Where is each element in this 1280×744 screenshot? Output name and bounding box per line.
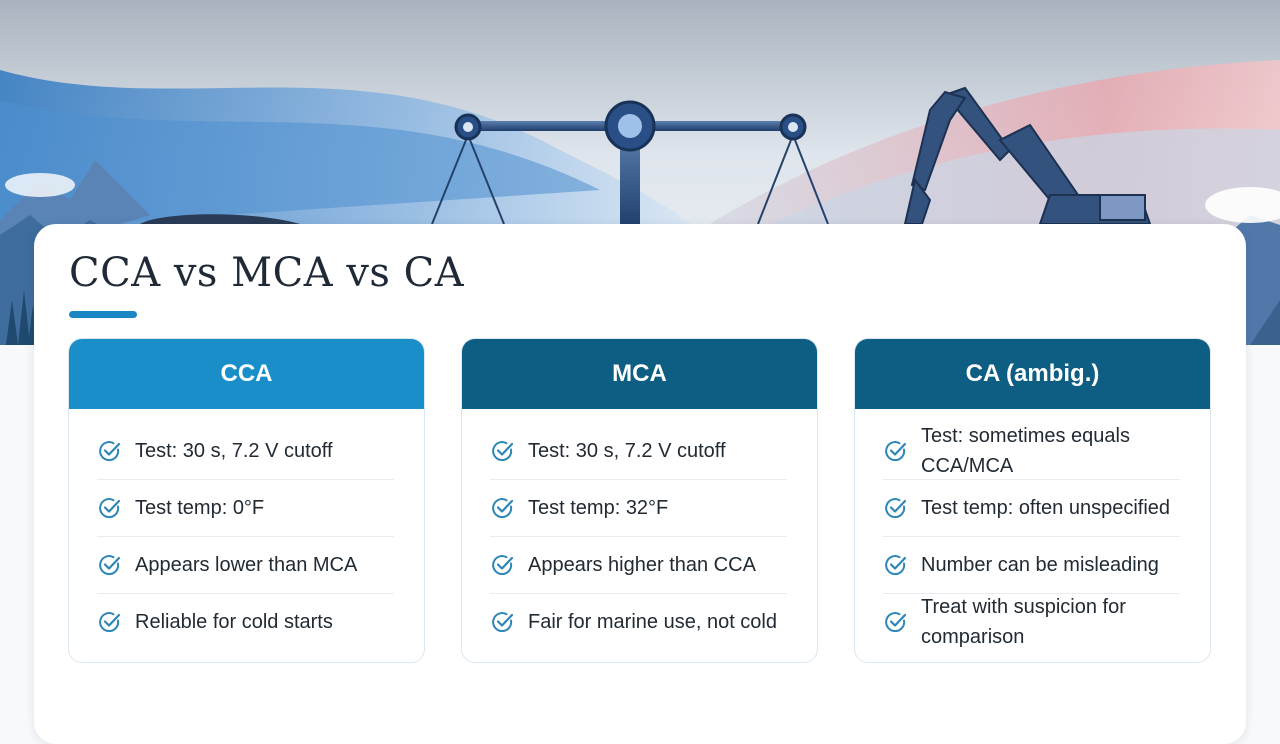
list-item	[490, 594, 787, 650]
item-text: Fair for marine use, not cold	[528, 611, 777, 633]
item-text: Test temp: 0°F	[135, 497, 265, 519]
list-item	[97, 423, 394, 480]
card-header: CCA	[69, 339, 424, 409]
list-item	[490, 537, 787, 594]
check-circle-icon	[490, 609, 516, 635]
check-circle-icon	[883, 438, 909, 464]
item-text: Appears lower than MCA	[135, 554, 358, 576]
main-panel	[34, 224, 1246, 744]
item-text: Test: 30 s, 7.2 V cutoff	[528, 440, 726, 462]
check-circle-icon	[97, 495, 123, 521]
item-text: Treat with suspicion for comparison	[921, 596, 1126, 648]
check-circle-icon	[883, 495, 909, 521]
card-list	[462, 409, 817, 650]
check-circle-icon	[883, 552, 909, 578]
list-item	[97, 537, 394, 594]
list-item	[97, 594, 394, 650]
check-circle-icon	[490, 552, 516, 578]
list-item	[883, 537, 1180, 594]
list-item	[490, 480, 787, 537]
card-header: CA (ambig.)	[855, 339, 1210, 409]
title-underline	[69, 311, 137, 318]
check-circle-icon	[883, 609, 909, 635]
card-header: MCA	[462, 339, 817, 409]
item-text: Test temp: 32°F	[528, 497, 669, 519]
item-text: Appears higher than CCA	[528, 554, 756, 576]
check-circle-icon	[97, 609, 123, 635]
check-circle-icon	[490, 438, 516, 464]
check-circle-icon	[97, 552, 123, 578]
list-item	[883, 594, 1180, 650]
card-mca	[461, 338, 818, 663]
list-item	[97, 480, 394, 537]
item-text: Reliable for cold starts	[135, 611, 333, 633]
check-circle-icon	[97, 438, 123, 464]
item-text: Test: 30 s, 7.2 V cutoff	[135, 440, 333, 462]
card-list	[855, 409, 1210, 650]
list-item	[883, 480, 1180, 537]
item-text: Test: sometimes equals CCA/MCA	[921, 425, 1130, 477]
page-title: CCA vs MCA vs CA	[69, 250, 465, 296]
card-ca	[854, 338, 1211, 663]
check-circle-icon	[490, 495, 516, 521]
list-item	[883, 423, 1180, 480]
card-list	[69, 409, 424, 650]
card-cca	[68, 338, 425, 663]
item-text: Test temp: often unspecified	[921, 497, 1171, 519]
list-item	[490, 423, 787, 480]
item-text: Number can be misleading	[921, 554, 1159, 576]
